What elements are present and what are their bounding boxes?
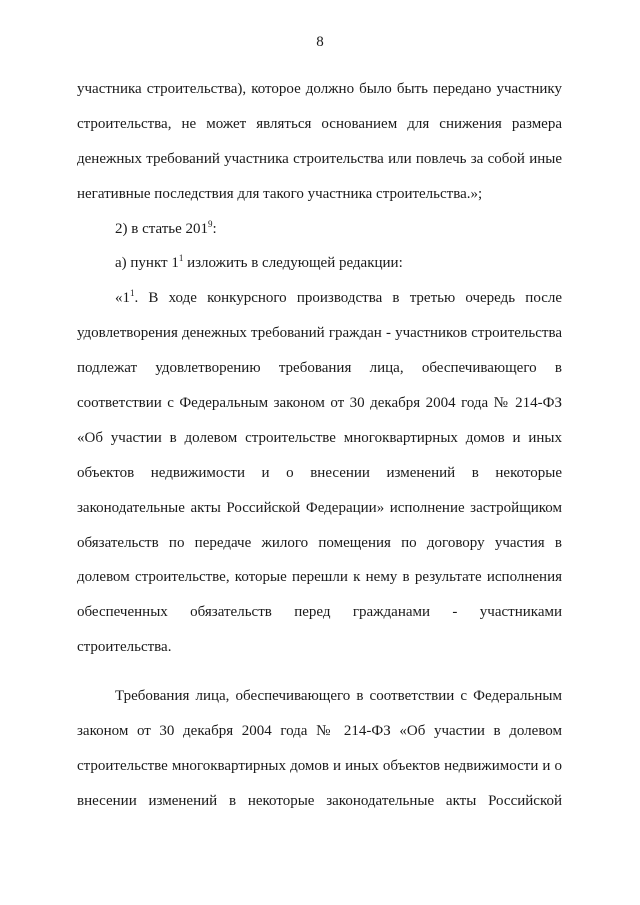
text-line: денежных требований участника строительства или повлечь за собой иные <box>77 150 562 167</box>
list-item-2 <box>77 217 562 252</box>
paragraph-gap <box>77 670 562 684</box>
item-text: . В ходе конкурсного производства в третью очередь после <box>134 290 562 307</box>
text-line: обеспеченных обязательств перед гражданами - участниками <box>77 604 562 621</box>
text-line: долевом строительстве, которые перешли к нему в результате исполнения <box>77 569 562 586</box>
list-item-a <box>77 251 562 286</box>
text-line: обязательств по передаче жилого помещения по договору участия в <box>77 534 562 551</box>
text-line: участника строительства), которое должно было быть передано участнику <box>77 81 562 97</box>
text-line: подлежат удовлетворению требования лица, обеспечивающего в <box>77 360 562 377</box>
text-line: удовлетворения денежных требований граждан - участников строительства <box>77 325 562 342</box>
text-line: строительства, не может являться основанием для снижения размера <box>77 115 562 132</box>
superscript: 1 <box>178 253 184 264</box>
superscript: 9 <box>208 218 213 229</box>
text-line: строительстве многоквартирных домов и иных объектов недвижимости и о <box>77 757 562 774</box>
item-text: а) пункт 1 <box>115 255 179 272</box>
item-text: «1 <box>115 290 130 307</box>
text-line: «Об участии в долевом строительстве многоквартирных домов и иных <box>77 429 562 446</box>
page-number: 8 <box>316 34 324 50</box>
paragraph-first-line <box>77 286 562 321</box>
text-line: Требования лица, обеспечивающего в соответствии с Федеральным <box>115 688 562 705</box>
item-text: изложить в следующей редакции: <box>183 255 403 272</box>
item-text: 2) в статье 201 <box>115 220 209 237</box>
superscript: 1 <box>130 288 135 299</box>
text-line: законодательные акты Российской Федерации» исполнение застройщиком <box>77 499 562 516</box>
text-line: соответствии с Федеральным законом от 30 декабря 2004 года № 214-ФЗ <box>77 395 562 412</box>
item-text: : <box>212 220 217 237</box>
document-body <box>77 77 562 824</box>
text-line: законом от 30 декабря 2004 года № 214-ФЗ «Об участии в долевом <box>77 723 562 740</box>
text-line: строительства. <box>77 639 172 656</box>
text-line: негативные последствия для такого участника строительства.»; <box>77 185 483 202</box>
text-line: объектов недвижимости и о внесении изменений в некоторые <box>77 464 562 481</box>
text-line: внесении изменений в некоторые законодательные акты Российской <box>77 792 562 809</box>
